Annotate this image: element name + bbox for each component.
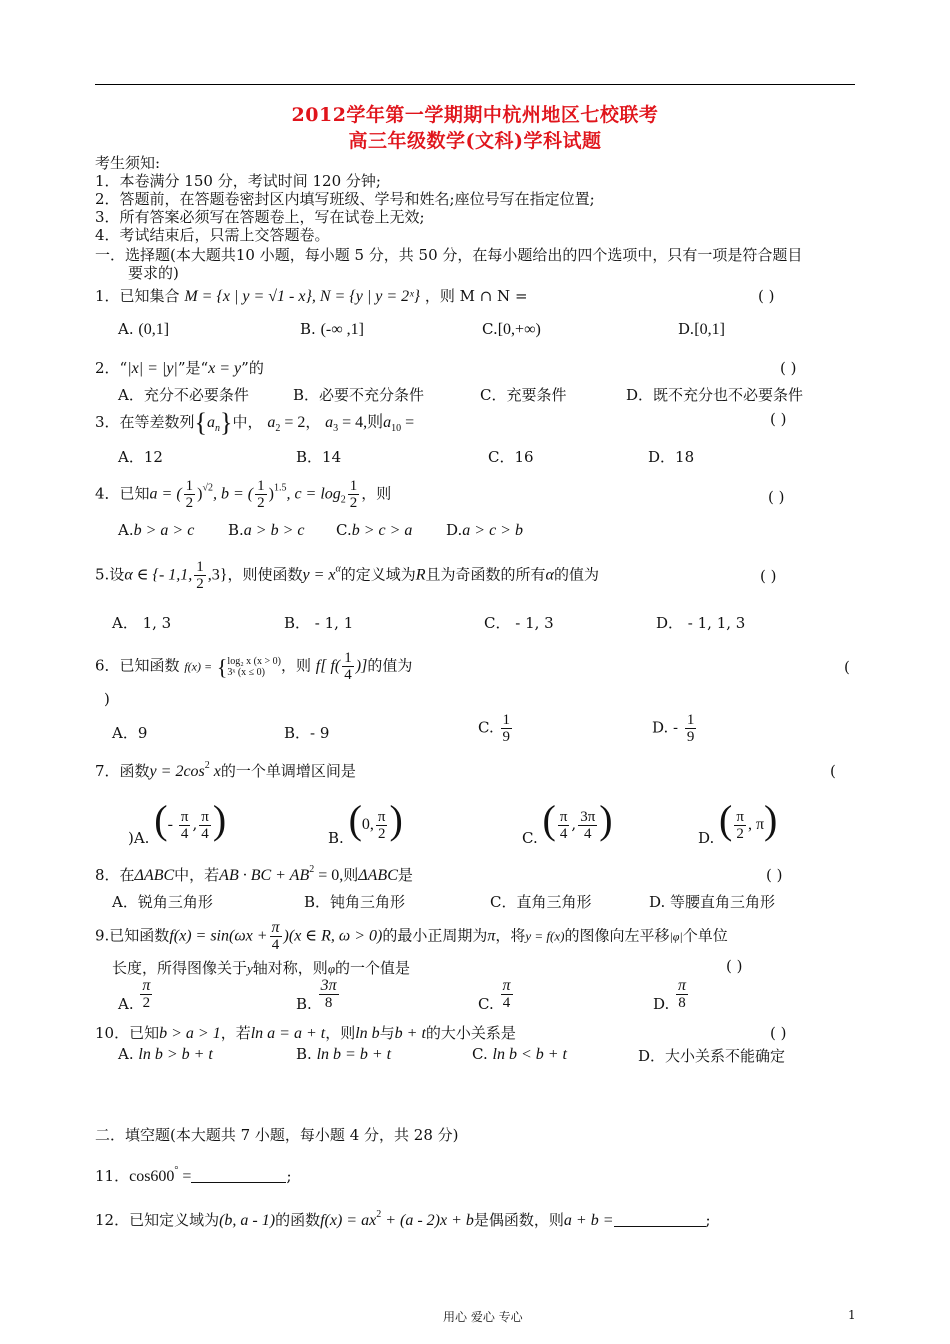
q8-answer-paren: ( ) <box>766 866 783 884</box>
question-1 <box>95 285 528 306</box>
q1-math: M = {x | y = √1 - x}, N = {y | y = 2ˣ} <box>184 288 421 305</box>
section1-heading: 一．选择题(本大题共10 小题，每小题 5 分，共 50 分，在每小题给出的四个选项中，只有一项是符合题目 <box>95 246 803 264</box>
q5-option-a: A． 1, 3 <box>112 614 172 632</box>
footer-slogan: 用心 爱心 专心 <box>443 1310 523 1324</box>
section1-heading-cont: 要求的) <box>128 264 179 282</box>
q3-option-a: A．12 <box>118 448 163 466</box>
q10-answer-paren: ( ) <box>770 1024 787 1042</box>
q8-option-b: B．钝角三角形 <box>304 893 406 911</box>
question-7: 7．函数$y = 2\cos^2$ x的一个单调增区间是 <box>95 760 356 780</box>
q3-option-c: C．16 <box>488 448 534 466</box>
q9-answer-paren: ( ) <box>726 957 743 975</box>
q7-option-d: D. ( $\frac{\pi}{2}$ , π) <box>698 797 778 847</box>
q12-answer-blank[interactable] <box>614 1212 706 1227</box>
q10-option-d: D．大小关系不能确定 <box>638 1047 786 1065</box>
question-9-cont: 长度，所得图像关于y轴对称，则φ的一个值是 <box>112 959 411 977</box>
notice-item-4: 4．考试结束后，只需上交答题卷。 <box>95 226 330 244</box>
question-10: 10．已知b > a > 1，若ln a = a + t，则ln b与b + t的大小关系是 <box>95 1024 516 1042</box>
q1-option-c: C.[0,+∞) <box>482 320 541 338</box>
question-11: 11．cos600° = ; <box>95 1165 292 1185</box>
q5-option-c: C． - 1, 3 <box>484 614 554 632</box>
q8-option-d: D. 等腰直角三角形 <box>649 893 776 911</box>
q3-option-b: B．14 <box>296 448 342 466</box>
notice-item-1: 1．本卷满分 150 分，考试时间 120 分钟; <box>95 172 381 190</box>
q8-option-a: A．锐角三角形 <box>112 893 213 911</box>
q5-option-d: D． - 1, 1, 3 <box>656 614 746 632</box>
exam-title: 2012学年第一学期期中杭州地区七校联考 <box>291 104 659 126</box>
q6-option-c: C. $\frac{1}{9}$ <box>478 712 510 745</box>
notice-item-3: 3．所有答案必须写在答题卷上，写在试卷上无效; <box>95 208 425 226</box>
question-8: 8．在ΔABC中，若AB · BC + $AB^2 = 0$,则ΔABC是 <box>95 864 413 884</box>
header-rule <box>95 84 855 85</box>
q8-option-c: C．直角三角形 <box>490 893 592 911</box>
q3-option-d: D．18 <box>648 448 695 466</box>
q1-option-b: B. (-∞ ,1] <box>300 320 364 338</box>
q2-option-d: D．既不充分也不必要条件 <box>626 386 804 404</box>
q10-option-b: B. ln b = b + t <box>296 1045 392 1063</box>
q10-option-a: A. ln b > b + t <box>118 1045 213 1063</box>
q2-option-c: C．充要条件 <box>480 386 567 404</box>
q3-answer-paren: ( ) <box>770 410 787 428</box>
q2-answer-paren: ( ) <box>780 359 797 377</box>
q7-options <box>128 796 848 846</box>
q1-answer-paren: ( ) <box>758 287 775 305</box>
question-2: 2．“|x| = |y|”是“x = y”的 <box>95 359 264 377</box>
q9-option-b: B. $\frac{3\pi}{8}$ <box>296 977 337 1013</box>
exam-subtitle: 高三年级数学(文科)学科试题 <box>348 130 602 152</box>
page-number: 1 <box>848 1308 856 1322</box>
q2-math-1: |x| = |y| <box>127 360 178 377</box>
q4-option-c: C.b > c > a <box>336 521 413 539</box>
q4-option-d: D.a > c > b <box>446 521 523 539</box>
notice-item-2: 2．答题前，在答题卷密封区内填写班级、学号和姓名;座位号写在指定位置; <box>95 190 595 208</box>
q4-answer-paren: ( ) <box>768 488 785 506</box>
q6-option-b: B．- 9 <box>284 724 330 742</box>
q6-answer-paren-open: ( <box>844 658 850 676</box>
q5-option-b: B． - 1, 1 <box>284 614 354 632</box>
section2-heading: 二．填空题(本大题共 7 小题，每小题 4 分，共 28 分) <box>95 1126 459 1144</box>
question-9: 9.已知函数f(x) = sin(ωx + $\frac{\pi}{4}$ )(x ∈ R, ω > 0)的最小正周期为π，将y = f(x)的图像向左平移|φ|个单位 <box>95 919 728 953</box>
q9-option-c: C. $\frac{\pi}{4}$ <box>478 977 511 1013</box>
q1-stem: 1．已知集合 <box>95 287 180 305</box>
question-4: 4．已知a = ( $\frac{1}{2}$ )$^{√2}$, b = ( $\frac{1}{2}$ )$^{1.5}$, $c = \log_2$ $\frac{1}{2}$ ，则 <box>95 478 392 511</box>
q2-option-a: A．充分不必要条件 <box>118 386 249 404</box>
q7-option-c: C. ( $\frac{\pi}{4}$ , $\frac{3\pi}{4}$ ) <box>522 797 613 847</box>
q5-answer-paren: ( ) <box>760 567 777 585</box>
question-6: 6．已知函数 f(x) = { log₂ x (x > 0) 3ˣ (x ≤ 0) ，则 f[ f( $\frac{1}{4}$ )]的值为 <box>95 650 413 683</box>
q6-option-a: A．9 <box>112 724 148 742</box>
q7-answer-paren-open: ( <box>830 762 836 780</box>
q10-option-c: C. ln b < b + t <box>472 1045 567 1063</box>
q11-answer-blank[interactable] <box>191 1168 286 1183</box>
q4-option-b: B.a > b > c <box>228 521 305 539</box>
q1-stem-end: ，则 M ∩ N = <box>424 287 528 305</box>
question-5: 5.设α ∈ {- 1,1, $\frac{1}{2}$ ,3}，则使函数$y = x^\alpha$的定义域为R且为奇函数的所有α的值为 <box>95 559 599 592</box>
q7-option-b: B. (0, $\frac{\pi}{2}$ ) <box>328 797 403 847</box>
question-12: 12．已知定义域为(b, a - 1)的函数$f(x) = ax^2 + (a - 2)x + b$是偶函数，则a + b = ; <box>95 1209 711 1229</box>
q6-option-d: D. - $\frac{1}{9}$ <box>652 712 695 745</box>
q2-math-2: x = y <box>208 360 242 377</box>
q6-answer-paren-close: ) <box>104 690 110 708</box>
q7-option-a: )A. (- $\frac{\pi}{4}$ , $\frac{\pi}{4}$ ) <box>128 797 227 847</box>
q1-option-a: A. (0,1] <box>118 320 170 338</box>
q1-option-d: D.[0,1] <box>678 320 725 338</box>
q9-option-a: A. $\frac{\pi}{2}$ <box>118 977 151 1013</box>
q2-option-b: B．必要不充分条件 <box>293 386 425 404</box>
notice-heading: 考生须知: <box>95 154 161 172</box>
q9-option-d: D. $\frac{\pi}{8}$ <box>653 977 687 1013</box>
q4-option-a: A.b > a > c <box>118 521 195 539</box>
question-3: 3．在等差数列$\{a_n\}$中， $a_2 = 2$， $a_3 = 4$,则$a_{10}$ = <box>95 408 415 437</box>
